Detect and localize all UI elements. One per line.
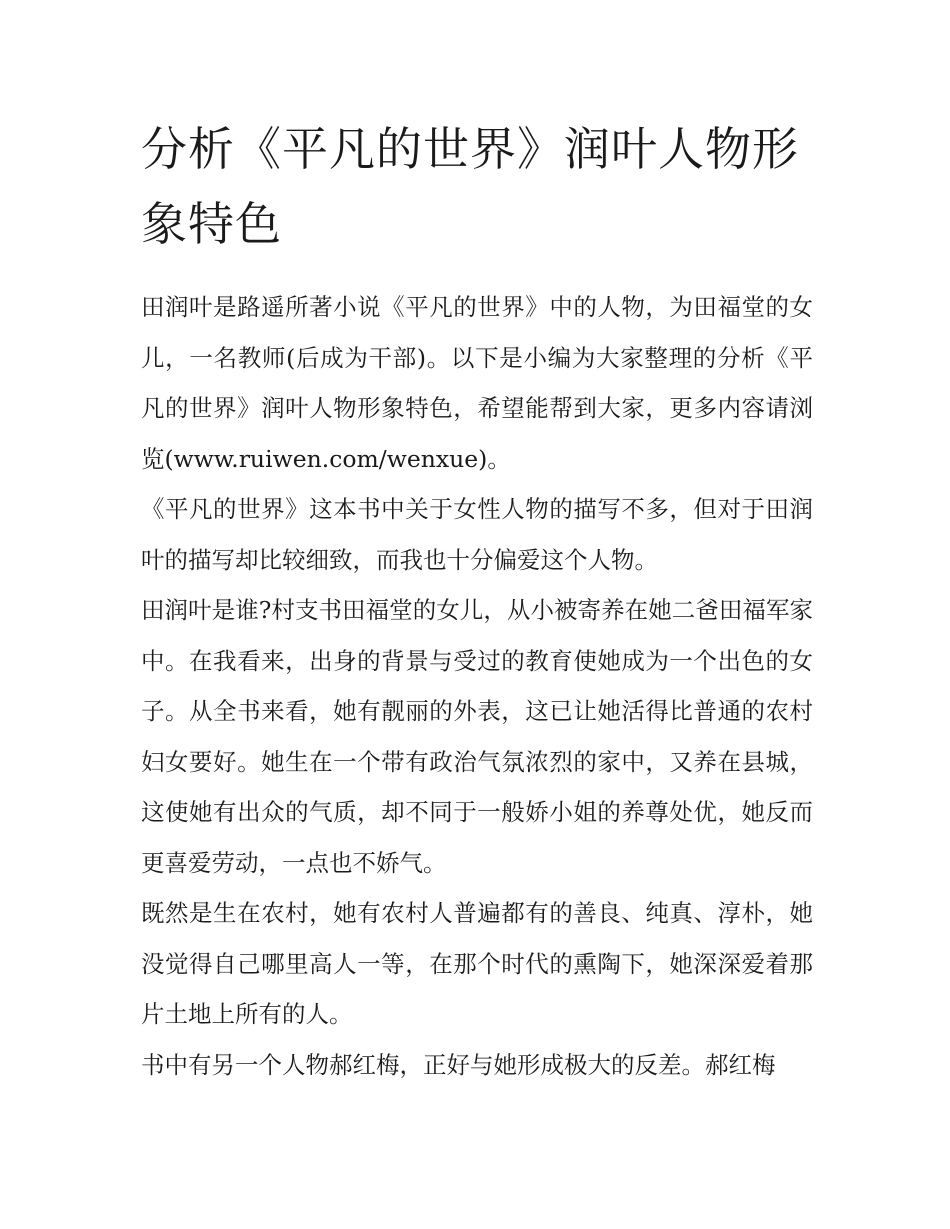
paragraph-4: 既然是生在农村，她有农村人普遍都有的善良、纯真、淳朴，她没觉得自己哪里高人一等，在那个时代的熏陶下，她深深爱着那片土地上所有的人。	[141, 899, 813, 1028]
paragraph-3: 田润叶是谁?村支书田福堂的女儿，从小被寄养在她二爸田福军家中。在我看来，出身的背景与受过的教育使她成为一个出色的女子。从全书来看，她有靓丽的外表，这已让她活得比普通的农村妇女要好。她生在一个带有政治气氛浓烈的家中，又养在县城，这使她有出众的气质，却不同于一般娇小姐的养尊处优，她反而更喜爱劳动，一点也不娇气。	[141, 596, 813, 877]
paragraph-intro: 田润叶是路遥所著小说《平凡的世界》中的人物，为田福堂的女儿，一名教师(后成为干部)。以下是小编为大家整理的分析《平凡的世界》润叶人物形象特色，希望能帮到大家，更多内容请浏览(www.ruiwen.com/wenxue)。	[141, 293, 813, 473]
document-page	[141, 112, 813, 1090]
paragraph-5: 书中有另一个人物郝红梅，正好与她形成极大的反差。郝红梅	[141, 1050, 776, 1079]
paragraph-2: 《平凡的世界》这本书中关于女性人物的描写不多，但对于田润叶的描写却比较细致，而我也十分偏爱这个人物。	[141, 495, 813, 574]
document-title: 分析《平凡的世界》润叶人物形象特色	[141, 122, 799, 251]
